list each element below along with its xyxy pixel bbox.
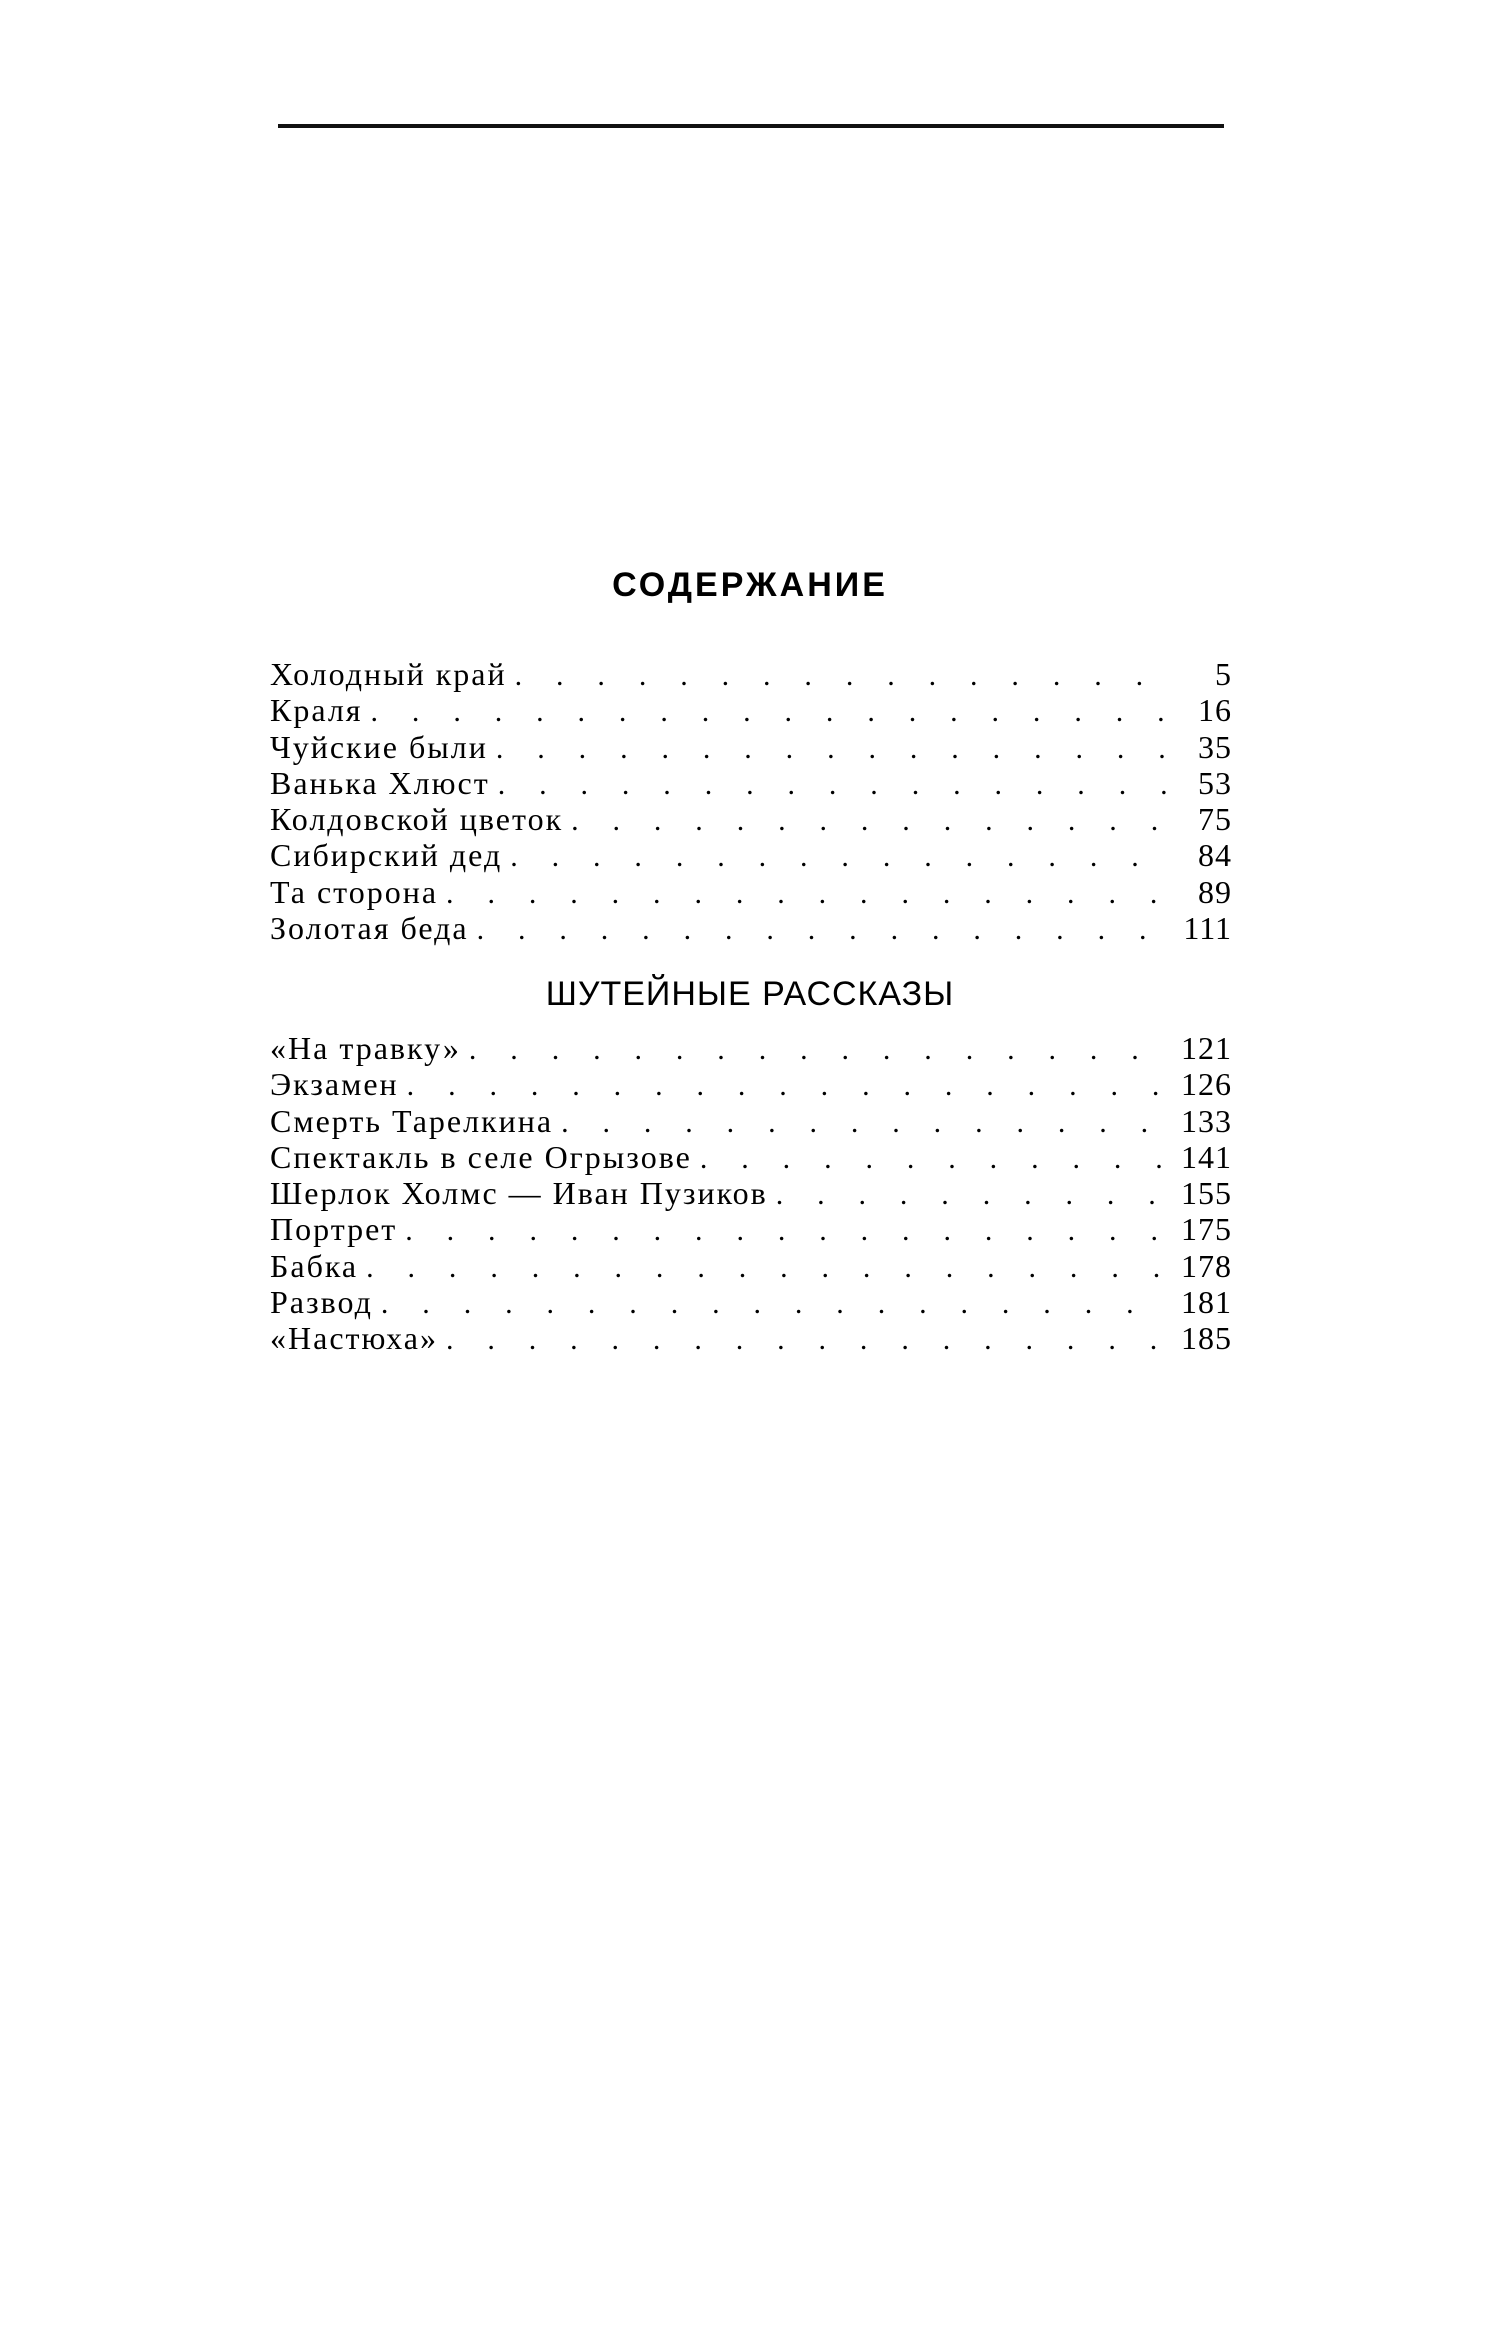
dot-leader (561, 1105, 1166, 1141)
dot-leader (498, 767, 1166, 803)
toc-entry-page: 53 (1198, 764, 1232, 801)
toc-entry-page: 84 (1198, 837, 1232, 874)
toc-entry-page: 35 (1198, 728, 1232, 765)
dot-leader (571, 803, 1166, 839)
toc-entry (270, 692, 1232, 728)
dot-leader (496, 731, 1166, 767)
toc-entry-title: «Настюха» (270, 1320, 438, 1357)
toc-entry-page: 185 (1181, 1320, 1232, 1357)
toc-entry-title: Спектакль в селе Огрызове (270, 1138, 692, 1175)
toc-entry (270, 1066, 1232, 1102)
dot-leader (446, 1322, 1166, 1358)
toc-entry-page: 5 (1215, 656, 1232, 692)
toc-entry (270, 1284, 1232, 1320)
dot-leader (776, 1177, 1166, 1213)
humorous-stories-list (270, 1030, 1232, 1357)
toc-entry-page: 133 (1181, 1102, 1232, 1139)
toc-entry-page: 175 (1181, 1211, 1232, 1248)
toc-entry-title: Краля (270, 692, 363, 729)
toc-entry-title: Чуйские были (270, 728, 488, 765)
dot-leader (477, 912, 1166, 948)
toc-entry-title: «На травку» (270, 1030, 461, 1066)
toc-entry-page: 181 (1181, 1284, 1232, 1321)
toc-entry-title: Золотая беда (270, 910, 469, 947)
toc-entry (270, 1211, 1232, 1247)
toc-entry-title: Портрет (270, 1211, 398, 1248)
toc-entry (270, 1139, 1232, 1175)
dot-leader (371, 694, 1166, 730)
dot-leader (446, 876, 1166, 912)
toc-entry-title: Экзамен (270, 1066, 399, 1103)
toc-entry (270, 1248, 1232, 1284)
toc-entry-title: Холодный край (270, 656, 507, 692)
toc-entry (270, 837, 1232, 873)
toc-entry (270, 1320, 1232, 1356)
toc-entry-title: Бабка (270, 1247, 359, 1284)
toc-entry-title: Колдовской цветок (270, 801, 564, 838)
toc-entry (270, 1175, 1232, 1211)
toc-entry-title: Сибирский дед (270, 837, 503, 874)
dot-leader (381, 1286, 1166, 1322)
toc-entry-page: 111 (1183, 910, 1232, 947)
dot-leader (700, 1141, 1166, 1177)
dot-leader (515, 658, 1166, 694)
toc-entry-title: Та сторона (270, 873, 439, 910)
toc-entry-page: 141 (1181, 1138, 1232, 1175)
dot-leader (407, 1068, 1166, 1104)
top-horizontal-rule (278, 124, 1224, 128)
toc-entry-title: Шерлок Холмс — Иван Пузиков (270, 1175, 768, 1212)
toc-entry (270, 656, 1232, 692)
toc-entry-page: 121 (1181, 1030, 1232, 1066)
contents-list (270, 656, 1232, 946)
toc-entry-page: 89 (1198, 873, 1232, 910)
humorous-stories-heading: ШУТЕЙНЫЕ РАССКАЗЫ (545, 975, 955, 1013)
dot-leader (405, 1213, 1166, 1249)
contents-heading: СОДЕРЖАНИЕ (612, 566, 888, 604)
toc-entry-title: Смерть Тарелкина (270, 1102, 554, 1139)
dot-leader (366, 1250, 1166, 1286)
toc-entry-title: Ванька Хлюст (270, 764, 490, 801)
toc-entry (270, 765, 1232, 801)
toc-entry (270, 874, 1232, 910)
dot-leader (469, 1032, 1166, 1068)
toc-entry-page: 178 (1181, 1247, 1232, 1284)
toc-entry-page: 155 (1181, 1175, 1232, 1212)
toc-entry-title: Развод (270, 1284, 373, 1321)
dot-leader (510, 839, 1166, 875)
toc-entry (270, 801, 1232, 837)
toc-entry (270, 1103, 1232, 1139)
toc-entry (270, 729, 1232, 765)
toc-entry-page: 126 (1181, 1066, 1232, 1103)
toc-entry (270, 1030, 1232, 1066)
toc-entry-page: 16 (1198, 692, 1232, 729)
toc-entry-page: 75 (1198, 801, 1232, 838)
toc-entry (270, 910, 1232, 946)
